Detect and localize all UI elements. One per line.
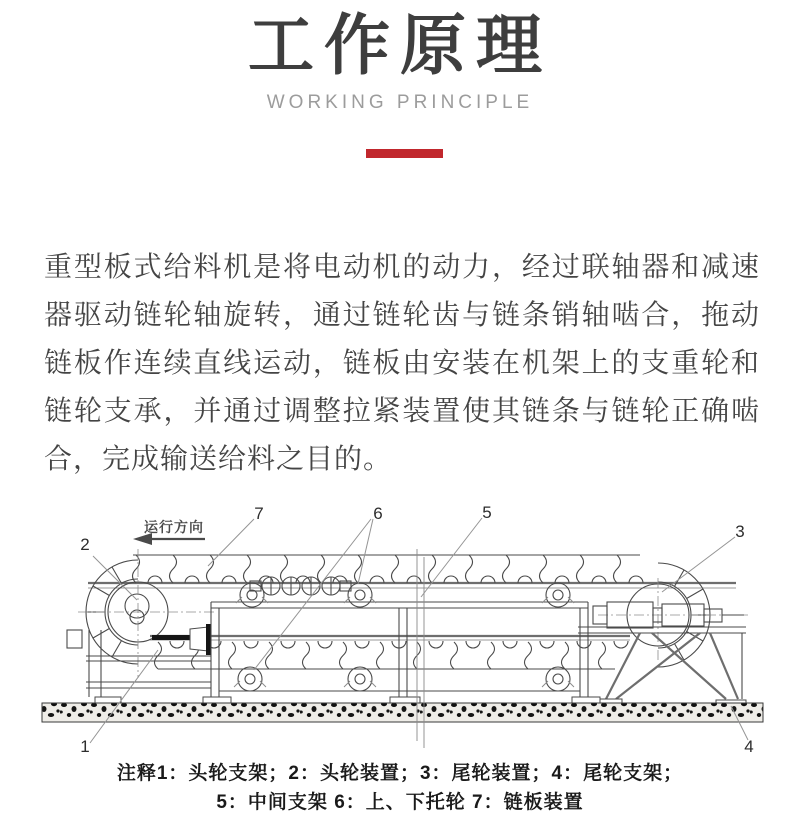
feeder-diagram [40, 488, 765, 760]
chain-links [250, 577, 351, 595]
carrier-rollers-lower [234, 667, 574, 691]
red-divider [366, 149, 443, 158]
carrier-rollers-upper [236, 583, 574, 607]
part-label-7: 7 [254, 504, 264, 523]
tail-support-frame [578, 627, 746, 699]
drive-shaft-bar [152, 635, 190, 640]
description-paragraph: 重型板式给料机是将电动机的动力，经过联轴器和减速器驱动链轮轴旋转，通过链轮齿与链条销轴啮合，拖动链板作连续直线运动，链板由安装在机架上的支重轮和链轮支承，并通过调整拉紧装置使其链条与链轮正确啮合，完成输送给料之目的。 [44, 252, 760, 475]
drive-coupling-block [190, 627, 208, 651]
bottom-chain-run [150, 636, 630, 669]
direction-arrow [133, 519, 205, 545]
part-label-1: 1 [80, 737, 90, 756]
tension-device [593, 602, 744, 628]
page-title: 工作原理 [248, 8, 552, 82]
direction-label: 运行方向 [144, 519, 204, 535]
part-label-3: 3 [735, 522, 745, 541]
part-label-2: 2 [80, 535, 90, 554]
part-label-4: 4 [744, 737, 754, 756]
arrowhead-left [133, 533, 152, 545]
feeder-diagram-svg [40, 488, 765, 760]
head-wheel-assembly [67, 549, 215, 697]
part-label-6: 6 [373, 504, 383, 523]
part-label-5: 5 [482, 503, 492, 522]
caption-line-1: 注释1：头轮支架；2：头轮装置；3：尾轮装置；4：尾轮支架； [116, 763, 684, 784]
page-subtitle: WORKING PRINCIPLE [266, 92, 534, 113]
ground-hatching [42, 703, 763, 722]
top-chain-run [88, 555, 736, 588]
caption-line-2: 5：中间支架 6：上、下托轮 7：链板装置 [216, 792, 584, 813]
